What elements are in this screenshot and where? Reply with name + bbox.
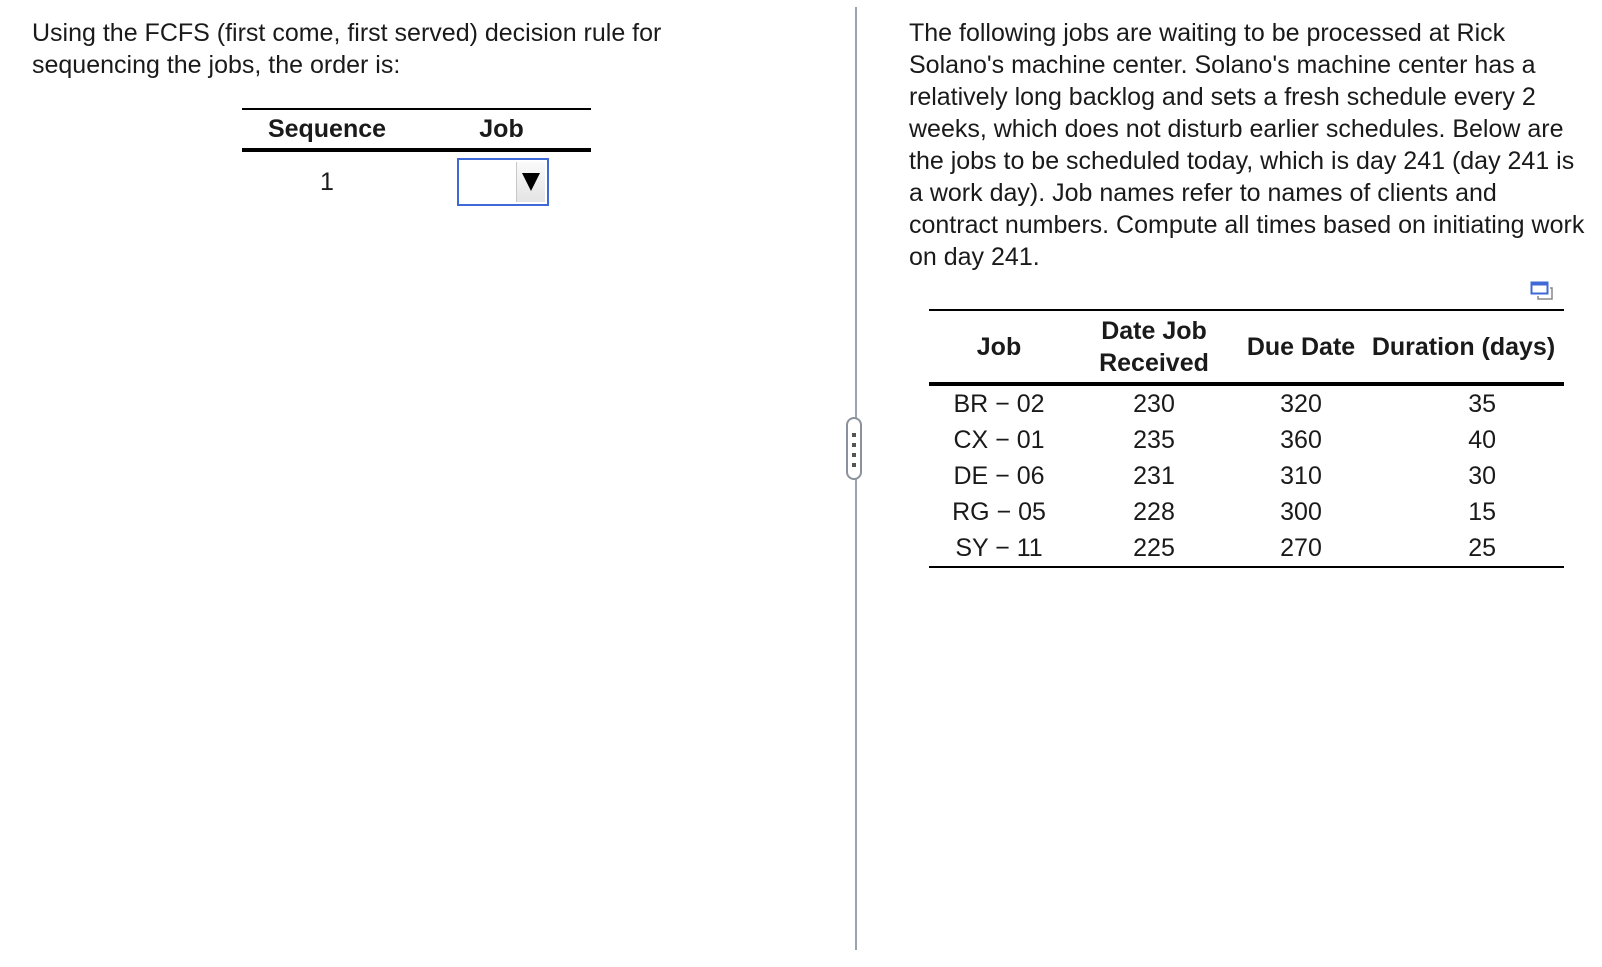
job-header: Job xyxy=(412,109,591,150)
date-received: 235 xyxy=(1133,425,1175,454)
popout-window-icon[interactable] xyxy=(1530,281,1554,301)
problem-description: The following jobs are waiting to be processed at Rick Solano's machine center. Solano's machine center has a relatively long backlog and sets a fresh schedule every 2 weeks, which does not disturb earlier schedules. Below are the jobs to be scheduled today, which is day 241 (day 241 is a work day). Job names refer to names of clients and contract numbers. Compute all times based on initiating work on day 241. xyxy=(909,19,1585,271)
due-date-column-header: Due Date xyxy=(1239,310,1363,384)
date-received: 231 xyxy=(1133,461,1175,490)
sequence-number: 1 xyxy=(320,167,334,196)
triangle-down-icon xyxy=(522,173,540,191)
date-received-header-line2: Received xyxy=(1099,348,1209,377)
grip-dot xyxy=(852,463,856,467)
table-row xyxy=(929,494,1564,530)
grip-dot xyxy=(852,433,856,437)
job-name: BR − 02 xyxy=(953,389,1045,418)
question-prompt: Using the FCFS (first come, first served) decision rule for sequencing the jobs, the order is: xyxy=(32,19,662,79)
due-date: 310 xyxy=(1280,461,1322,490)
job-name: CX − 01 xyxy=(953,425,1045,454)
table-row xyxy=(242,150,591,212)
date-received: 225 xyxy=(1069,530,1239,567)
dropdown-button[interactable] xyxy=(516,162,545,202)
job-name: RG − 05 xyxy=(952,497,1046,526)
date-received: 228 xyxy=(1133,497,1175,526)
due-date: 300 xyxy=(1280,497,1322,526)
duration: 25 xyxy=(1363,530,1564,567)
duration: 30 xyxy=(1468,461,1496,490)
job-dropdown[interactable] xyxy=(457,158,549,206)
table-row xyxy=(929,422,1564,458)
due-date: 360 xyxy=(1280,425,1322,454)
due-date: 320 xyxy=(1280,389,1322,418)
table-row xyxy=(929,530,1564,567)
job-name: DE − 06 xyxy=(953,461,1045,490)
jobs-table xyxy=(929,309,1564,568)
date-received-header-line1: Date Job xyxy=(1101,316,1207,345)
table-row xyxy=(929,384,1564,422)
sequence-header: Sequence xyxy=(242,109,412,150)
sequence-table xyxy=(242,108,591,212)
date-received: 230 xyxy=(1133,389,1175,418)
grip-dot xyxy=(852,443,856,447)
grip-dot xyxy=(852,453,856,457)
job-cell xyxy=(412,150,591,212)
due-date: 270 xyxy=(1239,530,1363,567)
job-column-header: Job xyxy=(929,310,1069,384)
date-received-column-header xyxy=(1069,310,1239,384)
job-name: SY − 11 xyxy=(929,530,1069,567)
jobs-table-header-row xyxy=(929,310,1564,384)
right-pane xyxy=(857,0,1602,967)
sequence-table-header-row xyxy=(242,109,591,150)
duration: 15 xyxy=(1468,497,1496,526)
table-row xyxy=(929,458,1564,494)
duration-column-header: Duration (days) xyxy=(1363,310,1564,384)
duration: 40 xyxy=(1468,425,1496,454)
duration: 35 xyxy=(1468,389,1496,418)
